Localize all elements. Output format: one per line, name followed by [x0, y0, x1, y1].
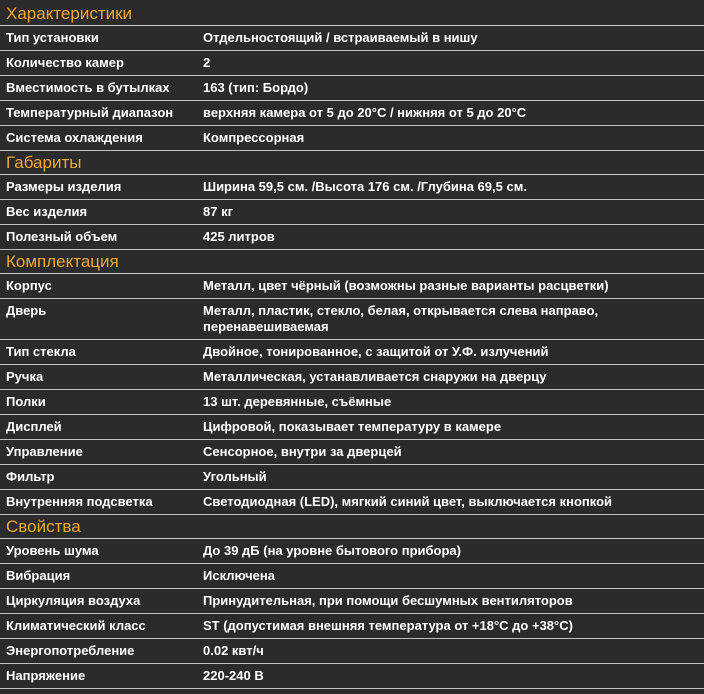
section-characteristics [0, 2, 704, 151]
spec-label: Внутренняя подсветка [6, 494, 153, 509]
spec-row-size [0, 175, 704, 200]
spec-value: 2 [203, 55, 211, 70]
spec-row-filter [0, 465, 704, 490]
spec-row-glass-type [0, 340, 704, 365]
spec-value: Сенсорное, внутри за дверцей [203, 444, 402, 459]
spec-label: Полезный объем [6, 229, 118, 244]
spec-label: Вес изделия [6, 204, 88, 219]
spec-value: Металл, пластик, стекло, белая, открывается слева направо, перенавешиваемая [203, 303, 599, 334]
spec-label: Циркуляция воздуха [6, 593, 141, 608]
spec-value: ST (допустимая внешняя температура от +18°C до +38°C) [203, 618, 573, 633]
spec-row-volume [0, 225, 704, 250]
spec-row-shelves [0, 390, 704, 415]
spec-row-door [0, 299, 704, 340]
spec-value: 0.02 квт/ч [203, 643, 264, 658]
spec-value: 13 шт. деревянные, съёмные [203, 394, 392, 409]
spec-label: Энергопотребление [6, 643, 135, 658]
spec-value: Двойное, тонированное, с защитой от У.Ф. излучений [203, 344, 549, 359]
spec-label: Тип установки [6, 30, 99, 45]
spec-label: Уровень шума [6, 543, 99, 558]
spec-row-cooling-system [0, 126, 704, 151]
spec-row-display [0, 415, 704, 440]
spec-label: Количество камер [6, 55, 124, 70]
spec-row-air-circulation [0, 589, 704, 614]
spec-label: Система охлаждения [6, 130, 143, 145]
spec-value: 87 кг [203, 204, 233, 219]
spec-label: Дисплей [6, 419, 62, 434]
spec-row-handle [0, 365, 704, 390]
spec-value: 425 литров [203, 229, 275, 244]
spec-value: Компрессорная [203, 130, 305, 145]
spec-value: Металл, цвет чёрный (возможны разные варианты расцветки) [203, 278, 609, 293]
spec-row-chambers [0, 51, 704, 76]
spec-value: Цифровой, показывает температуру в камере [203, 419, 502, 434]
spec-label: Тип стекла [6, 344, 76, 359]
spec-row-climate-class [0, 614, 704, 639]
spec-row-control [0, 440, 704, 465]
spec-value: 163 (тип: Бордо) [203, 80, 309, 95]
spec-label: Дверь [6, 303, 47, 318]
spec-row-temperature-range [0, 101, 704, 126]
spec-row-lighting [0, 490, 704, 515]
spec-value: Исключена [203, 568, 275, 583]
spec-label: Фильтр [6, 469, 55, 484]
spec-label: Температурный диапазон [6, 105, 174, 120]
section-title: Габариты [0, 151, 704, 175]
spec-value: верхняя камера от 5 до 20°C / нижняя от 5 до 20°C [203, 105, 527, 120]
spec-value: Принудительная, при помощи бесшумных вентиляторов [203, 593, 573, 608]
spec-label: Вместимость в бутылках [6, 80, 170, 95]
spec-row-install-type [0, 26, 704, 51]
spec-row-voltage [0, 664, 704, 689]
spec-value: Металлическая, устанавливается снаружи на дверцу [203, 369, 547, 384]
spec-row-power-consumption [0, 639, 704, 664]
spec-label: Ручка [6, 369, 44, 384]
spec-value: Отдельностоящий / встраиваемый в нишу [203, 30, 478, 45]
spec-label: Полки [6, 394, 46, 409]
spec-value: Угольный [203, 469, 267, 484]
spec-row-noise [0, 539, 704, 564]
spec-label: Размеры изделия [6, 179, 122, 194]
spec-row-body [0, 274, 704, 299]
spec-row-vibration [0, 564, 704, 589]
section-title: Характеристики [0, 2, 704, 26]
spec-label: Корпус [6, 278, 52, 293]
spec-label: Напряжение [6, 668, 86, 683]
section-title: Свойства [0, 515, 704, 539]
spec-row-weight [0, 200, 704, 225]
spec-row-bottle-capacity [0, 76, 704, 101]
spec-value: Светодиодная (LED), мягкий синий цвет, выключается кнопкой [203, 494, 613, 509]
section-dimensions [0, 151, 704, 250]
spec-value: 220-240 В [203, 668, 264, 683]
section-properties [0, 515, 704, 689]
spec-label: Вибрация [6, 568, 71, 583]
spec-label: Управление [6, 444, 83, 459]
section-title: Комплектация [0, 250, 704, 274]
section-equipment [0, 250, 704, 515]
spec-value: Ширина 59,5 см. /Высота 176 см. /Глубина 69,5 см. [203, 179, 527, 194]
spec-value: До 39 дБ (на уровне бытового прибора) [203, 543, 461, 558]
spec-label: Климатический класс [6, 618, 146, 633]
